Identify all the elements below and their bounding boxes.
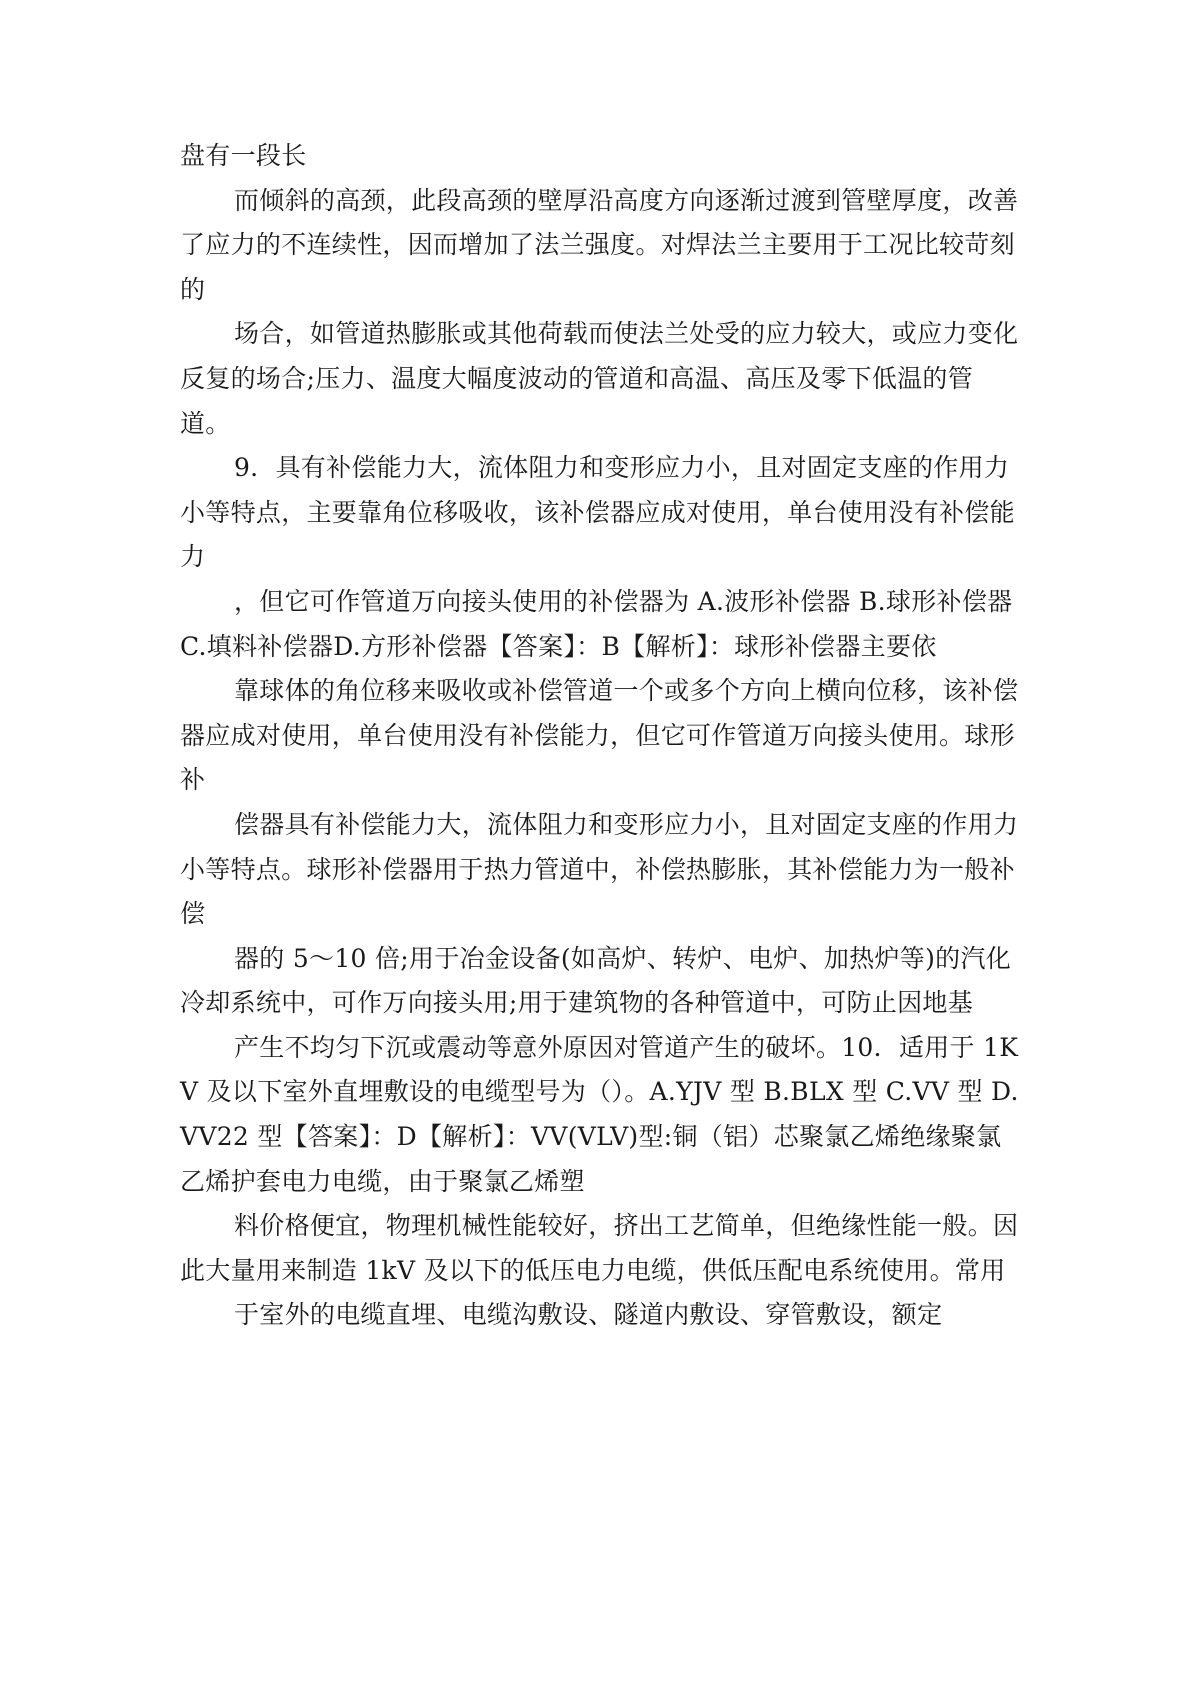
paragraph-7: 偿器具有补偿能力大，流体阻力和变形应力小，且对固定支座的作用力小等特点。球形补偿器用于热力管道中，补偿热膨胀，其补偿能力为一般补偿 [180,809,1019,929]
paragraph-2: 而倾斜的高颈，此段高颈的壁厚沿高度方向逐渐过渡到管壁厚度，改善了应力的不连续性，因而增加了法兰强度。对焊法兰主要用于工况比较苛刻的 [180,185,1019,304]
paragraph-11: 于室外的电缆直埋、电缆沟敷设、隧道内敷设、穿管敷设，额定 [234,1300,943,1330]
paragraph-3: 场合，如管道热膨胀或其他荷载而使法兰处受的应力较大，或应力变化反复的场合;压力、温度大幅度波动的管道和高温、高压及零下低温的管道。 [180,319,1019,438]
paragraph-5: ，但它可作管道万向接头使用的补偿器为 A.波形补偿器 B.球形补偿器C.填料补偿器D.方形补偿器【答案】：B【解析】：球形补偿器主要依 [180,586,1013,661]
paragraph-1: 盘有一段长 [180,141,307,170]
paragraph-6: 靠球体的角位移来吸收或补偿管道一个或多个方向上横向位移，该补偿器应成对使用，单台使用没有补偿能力，但它可作管道万向接头使用。球形补 [180,676,1019,795]
paragraph-9: 产生不均匀下沉或震动等意外原因对管道产生的破坏。10．适用于 1KV 及以下室外直埋敷设的电缆型号为（）。A.YJV 型 B.BLX 型 C.VV 型 D.VV22 型【答案】：D【解析】：VV(VLV)型:铜（铝）芯聚氯乙烯绝缘聚氯乙烯护套电力电缆，由于聚氯乙烯塑 [180,1032,1019,1196]
paragraph-8: 器的 5～10 倍;用于冶金设备(如高炉、转炉、电炉、加热炉等)的汽化冷却系统中，可作万向接头用;用于建筑物的各种管道中，可防止因地基 [180,943,1012,1018]
paragraph-10: 料价格便宜，物理机械性能较好，挤出工艺简单，但绝缘性能一般。因此大量用来制造 1kV 及以下的低压电力电缆，供低压配电系统使用。常用 [180,1211,1019,1285]
paragraph-4: 9．具有补偿能力大，流体阻力和变形应力小，且对固定支座的作用力小等特点，主要靠角位移吸收，该补偿器应成对使用，单台使用没有补偿能力 [180,453,1015,572]
